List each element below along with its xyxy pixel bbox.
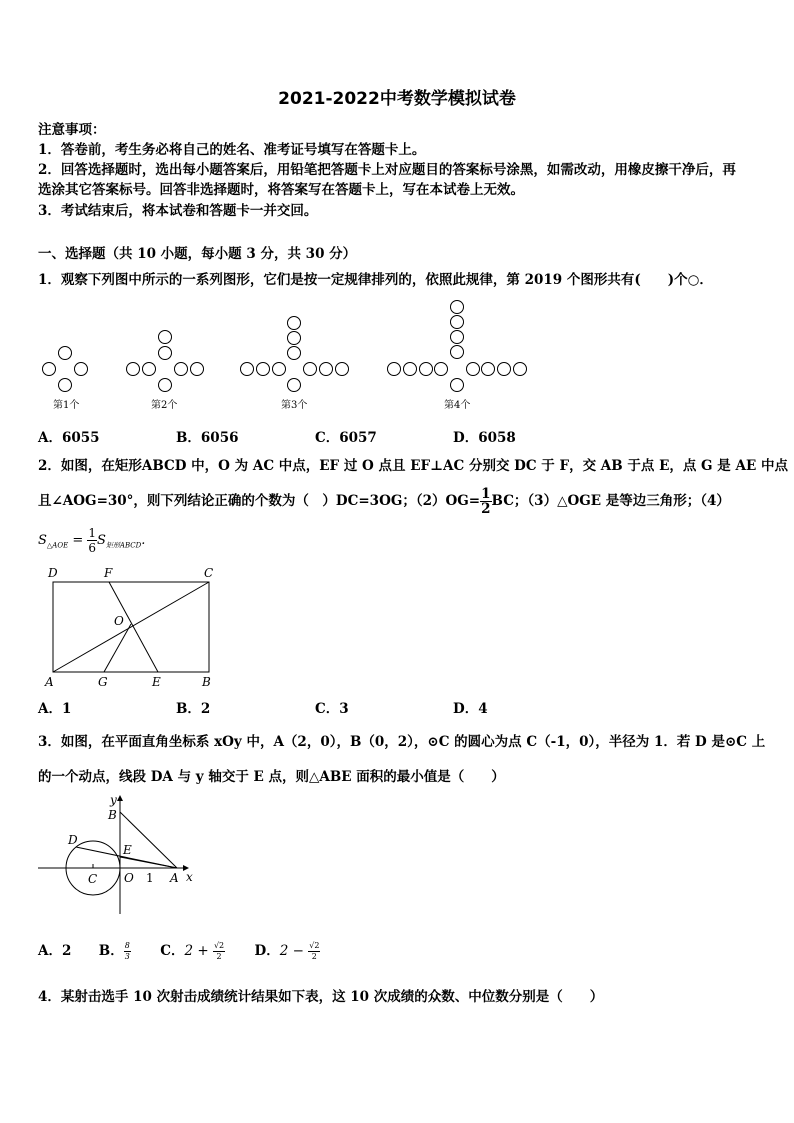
segment-ea bbox=[120, 857, 177, 868]
point-label: E bbox=[152, 675, 161, 689]
question-2-line2 bbox=[38, 484, 730, 520]
option-d[interactable] bbox=[255, 943, 321, 959]
option-c-label: C． bbox=[160, 943, 185, 959]
circle-shape bbox=[59, 347, 72, 360]
circle-shape bbox=[388, 363, 401, 376]
notice-item: 1．答卷前，考生务必将自己的姓名、准考证号填写在答题卡上。 bbox=[38, 142, 426, 158]
formula-end: . bbox=[141, 533, 146, 548]
option-c[interactable]: C．3 bbox=[315, 701, 349, 717]
section-heading: 一、选择题（共 10 小题，每小题 3 分，共 30 分） bbox=[38, 246, 357, 262]
notice-item: 2．回答选择题时，选出每小题答案后，用铅笔把答题卡上对应题目的答案标号涂黑，如需改动，用橡皮擦干净后，再 bbox=[38, 162, 736, 178]
fraction-numerator: 8 bbox=[124, 941, 130, 950]
circle-shape bbox=[288, 317, 301, 330]
circle-shape bbox=[59, 379, 72, 392]
diagonal-ac bbox=[53, 582, 209, 672]
q3-coordinate-figure bbox=[36, 792, 206, 917]
circle-shape bbox=[159, 347, 172, 360]
circle-shape bbox=[288, 347, 301, 360]
circle-shape bbox=[191, 363, 204, 376]
fraction-numerator: √2 bbox=[309, 941, 320, 950]
area-formula bbox=[38, 524, 145, 563]
page-title: 2021-2022中考数学模拟试卷 bbox=[278, 89, 516, 109]
circle-shape bbox=[273, 363, 286, 376]
formula-subscript: △AOE bbox=[46, 541, 69, 550]
circle-shape bbox=[159, 379, 172, 392]
point-label: B bbox=[108, 808, 117, 822]
circle-shape bbox=[451, 316, 464, 329]
option-b[interactable] bbox=[99, 943, 131, 959]
fraction-denominator: 2 bbox=[481, 501, 491, 517]
point-label: D bbox=[48, 566, 58, 580]
fraction bbox=[213, 941, 225, 962]
point-label: A bbox=[45, 675, 54, 689]
q2-text-part: 且∠AOG=30°，则下列结论正确的个数为（ ）DC=3OG；（2）OG= bbox=[38, 493, 481, 509]
fraction bbox=[480, 487, 491, 516]
tick-label: 1 bbox=[146, 871, 154, 885]
fraction bbox=[308, 941, 320, 962]
option-c-expr: 2 + bbox=[184, 943, 213, 959]
circle-shape bbox=[404, 363, 417, 376]
circle-shape bbox=[451, 301, 464, 314]
option-a[interactable]: A．1 bbox=[38, 701, 72, 717]
circle-shape bbox=[320, 363, 333, 376]
option-a[interactable]: A．2 bbox=[38, 943, 72, 959]
fraction-denominator: 2 bbox=[311, 952, 317, 961]
question-1-text: 1．观察下列图中所示的一系列图形，它们是按一定规律排列的，依照此规律，第 2019 个图形共有( )个○． bbox=[38, 272, 713, 288]
circle-shape bbox=[304, 363, 317, 376]
point-label: B bbox=[202, 675, 211, 689]
circle-shape bbox=[498, 363, 511, 376]
q2-rectangle-figure bbox=[38, 562, 228, 692]
q1-figure bbox=[35, 295, 725, 415]
fraction-numerator: 1 bbox=[88, 526, 97, 540]
option-d-label: D． bbox=[254, 943, 280, 959]
point-label: F bbox=[104, 566, 113, 580]
option-d[interactable]: D．6058 bbox=[453, 430, 516, 446]
formula-s: S bbox=[38, 533, 47, 548]
point-label: G bbox=[98, 675, 108, 689]
circle-shape bbox=[241, 363, 254, 376]
circle-shape bbox=[159, 331, 172, 344]
segment-og bbox=[104, 624, 131, 672]
circle-shape bbox=[451, 331, 464, 344]
circle-shape bbox=[514, 363, 527, 376]
circle-shape bbox=[143, 363, 156, 376]
notice-item: 3．考试结束后，将本试卷和答题卡一并交回。 bbox=[38, 203, 318, 219]
circle-shape bbox=[482, 363, 495, 376]
circle-shape bbox=[336, 363, 349, 376]
circle-shape bbox=[288, 379, 301, 392]
question-3-line2: 的一个动点，线段 DA 与 y 轴交于 E 点，则△ABE 面积的最小值是（ ） bbox=[38, 769, 505, 785]
figure-label: 第4个 bbox=[444, 400, 471, 411]
point-label: C bbox=[204, 566, 214, 580]
formula-equals: = bbox=[68, 533, 88, 548]
figure-label: 第1个 bbox=[53, 400, 80, 411]
option-d-expr: 2 − bbox=[279, 943, 309, 959]
formula-subscript: 矩形ABCD bbox=[105, 541, 142, 550]
fraction bbox=[124, 941, 131, 962]
notice-heading: 注意事项： bbox=[38, 122, 106, 138]
point-label: E bbox=[123, 843, 132, 857]
circle-shape bbox=[451, 346, 464, 359]
segment-ab bbox=[120, 812, 177, 868]
formula-s: S bbox=[97, 533, 106, 548]
circle-shape bbox=[175, 363, 188, 376]
option-b[interactable]: B．2 bbox=[176, 701, 211, 717]
circle-shape bbox=[75, 363, 88, 376]
circle-shape bbox=[420, 363, 433, 376]
point-label: O bbox=[124, 871, 134, 885]
question-4-text: 4．某射击选手 10 次射击成绩统计结果如下表，这 10 次成绩的众数、中位数分别是（ ） bbox=[38, 989, 604, 1005]
circle-shape bbox=[257, 363, 270, 376]
q3-options bbox=[38, 938, 320, 964]
question-3-line1: 3．如图，在平面直角坐标系 xOy 中，A（2，0），B（0，2），⊙C 的圆心为点 C（-1，0），半径为 1．若 D 是⊙C 上 bbox=[38, 734, 766, 750]
figure-label: 第3个 bbox=[281, 400, 308, 411]
point-label: O bbox=[114, 614, 124, 628]
option-c[interactable]: C．6057 bbox=[315, 430, 377, 446]
point-label: A bbox=[170, 871, 179, 885]
circle-shape bbox=[288, 332, 301, 345]
circle-shape bbox=[467, 363, 480, 376]
point-label: C bbox=[88, 872, 98, 886]
fraction bbox=[87, 526, 97, 555]
fraction-numerator: √2 bbox=[213, 941, 225, 950]
q2-text-part: BC；（3）△OGE 是等边三角形；（4） bbox=[491, 493, 730, 509]
circle-shape bbox=[127, 363, 140, 376]
fraction-numerator: 1 bbox=[481, 486, 491, 502]
circle-shape bbox=[451, 379, 464, 392]
axis-label-y: y bbox=[110, 793, 117, 807]
option-b[interactable]: B．6056 bbox=[176, 430, 239, 446]
question-2-line1: 2．如图，在矩形ABCD 中，O 为 AC 中点，EF 过 O 点且 EF⊥AC 分别交 DC 于 F，交 AB 于点 E，点 G 是 AE 中点 bbox=[38, 458, 788, 474]
option-c[interactable] bbox=[160, 943, 225, 959]
notice-item: 选涂其它答案标号。回答非选择题时，将答案写在答题卡上，写在本试卷上无效。 bbox=[38, 182, 524, 198]
fraction-denominator: 3 bbox=[124, 952, 130, 961]
circle-shape bbox=[43, 363, 56, 376]
point-label: D bbox=[68, 833, 78, 847]
fraction-denominator: 2 bbox=[216, 952, 222, 961]
axis-label-x: x bbox=[186, 870, 193, 884]
figure-label: 第2个 bbox=[151, 400, 178, 411]
circle-shape bbox=[435, 363, 448, 376]
fraction-denominator: 6 bbox=[88, 541, 97, 555]
option-a[interactable]: A．6055 bbox=[38, 430, 100, 446]
option-b-label: B． bbox=[98, 943, 124, 959]
option-d[interactable]: D．4 bbox=[453, 701, 488, 717]
